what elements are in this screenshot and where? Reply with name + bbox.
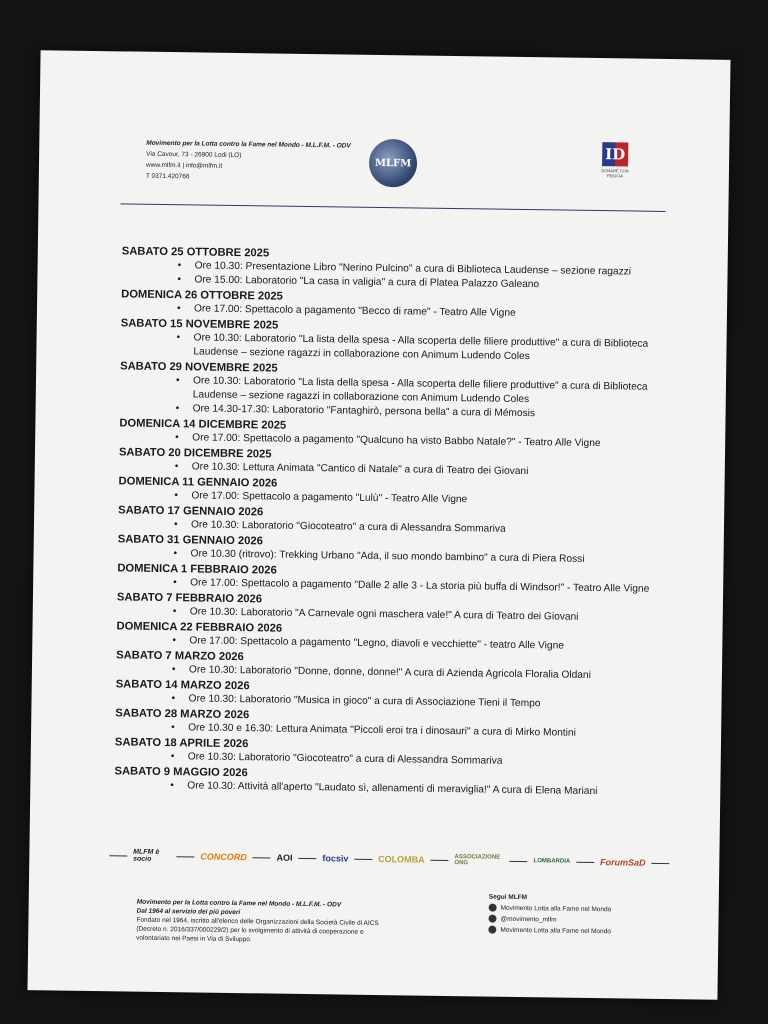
partners-bar [109,843,669,875]
schedule-day [121,244,682,294]
social-instagram-label: @movimento_mlfm [500,915,557,924]
social-youtube-label: Movimento Lotta alla Fame nel Mondo [500,926,611,936]
day-title: SABATO 15 NOVEMBRE 2025 [120,317,279,332]
header-org-info [146,138,351,185]
event-item: • Ore 10.30: Laboratorio "La lista della spesa - Alla scoperta delle filiere produttive" a cura di Biblioteca Laudense – sezione ragazzi in collaborazione con Animum Ludendo Coles [120,330,680,366]
divider-dash [510,860,528,861]
divider-dash [109,855,127,856]
divider-dash [652,862,670,863]
facebook-icon [489,904,497,912]
footer-org-info [136,898,427,947]
header-phone: T 0371.420766 [145,172,190,181]
day-title: DOMENICA 1 FEBBRAIO 2026 [117,562,277,577]
id-logo-caption: DONARE CON FIDUCIA [601,168,629,179]
day-title: SABATO 29 NOVEMBRE 2025 [120,360,278,375]
mlfm-globe-logo [369,139,418,188]
header-web-email: www.mlfm.it | info@mlfm.it [145,161,223,170]
social-facebook-label: Movimento Lotta alla Fame nel Mondo [500,904,612,914]
footer-line-3: volontariato nei Paesi in Via di Sviluppo. [136,934,252,944]
event-item: • Ore 10.30: Laboratorio "Giocoteatro" a cura di Alessandra Sommariva [115,749,675,771]
divider-dash [177,856,195,857]
day-title: SABATO 14 MARZO 2026 [115,678,250,693]
event-item: • Ore 10.30: Laboratorio "Musica in gioco" a cura di Associazione Tieni il Tempo [115,691,675,713]
forumsad-logo: ForumSaD [599,857,646,868]
event-schedule [114,243,682,800]
footer-line-1: Fondato nel 1964, iscritto all'elenco delle Organizzazioni della Società Civile di AICS [136,916,379,928]
day-title: SABATO 18 APRILE 2026 [114,736,249,751]
footer-since: Dal 1964 al servizio dei più poveri [136,907,241,917]
event-item: • Ore 17.00: Spettacolo a pagamento "Lulù" - Teatro Alle Vigne [118,488,678,510]
colomba-logo: COLOMBA [378,854,425,865]
event-item: • Ore 10.30: Laboratorio "Giocoteatro" a cura di Alessandra Sommariva [118,517,678,539]
footer-social [488,892,649,938]
partners-label: MLFM è socio [133,848,160,863]
id-logo-mark: ID [602,142,628,166]
day-title: SABATO 20 DICEMBRE 2025 [118,446,272,461]
day-title: SABATO 25 OTTOBRE 2025 [121,245,270,260]
event-item: • Ore 10.30: Laboratorio "Donne, donne, donne!" A cura di Azienda Agricola Floralia Oldani [116,662,676,684]
footer-org-name: Movimento per la Lotta contro la Fame nel Mondo - M.L.F.M. - ODV [136,898,342,909]
divider-dash [431,859,449,860]
event-item: • Ore 10.30: Lettura Animata "Cantico di Natale" a cura di Teatro dei Giovani [119,459,679,481]
event-list [120,373,681,423]
day-title: SABATO 28 MARZO 2026 [115,707,250,722]
day-title: SABATO 9 MAGGIO 2026 [114,765,248,780]
divider-dash [354,858,372,859]
event-item: • Ore 10.30 e 16.30: Lettura Animata "Piccoli eroi tra i dinosauri" a cura di Mirko Montini [115,720,675,742]
mlfm-logo-text: MLFM [374,157,412,169]
divider-dash [299,857,317,858]
day-title: SABATO 7 FEBBRAIO 2026 [116,591,263,606]
event-item: • Ore 17.00: Spettacolo a pagamento "Qualcuno ha visto Babbo Natale?" - Teatro Alle Vigne [119,430,679,452]
header-org-name: Movimento per la Lotta contro la Fame nel Mondo - M.L.F.M. - ODV [146,139,351,150]
event-item: • Ore 10.30: Laboratorio "La lista della spesa - Alla scoperta delle filiere produttive" a cura di Biblioteca Laudense – sezione ragazzi in collaborazione con Animum Ludendo Coles [120,373,680,409]
social-youtube[interactable] [488,925,648,938]
associazione-ong-logo: ASSOCIAZIONE ONG [454,854,501,867]
event-item: • Ore 17.00: Spettacolo a pagamento "Dalle 2 alle 3 - La storia più buffa di Windsor!" - Teatro Alle Vigne [117,575,677,597]
event-item: • Ore 10.30: Laboratorio "A Carnevale ogni maschera vale!" A cura di Teatro dei Giovani [117,604,677,626]
event-item: • Ore 17.00: Spettacolo a pagamento "Legno, diavoli e vecchiette" - teatro Alle Vigne [116,633,676,655]
flyer-paper [27,50,730,1000]
divider-dash [253,857,271,858]
event-item: • Ore 17.00: Spettacolo a pagamento "Becco di rame" - Teatro Alle Vigne [121,301,681,323]
youtube-icon [488,926,496,934]
event-item: • Ore 10.30: Presentazione Libro "Nerino Pulcino" a cura di Biblioteca Laudense – sezione ragazzi [122,258,682,280]
concord-logo: CONCORD [200,851,247,863]
instagram-icon [488,915,496,923]
schedule-day [120,359,681,423]
lombardia-logo: LOMBARDIA [533,858,571,865]
header-divider [120,203,665,212]
day-title: SABATO 31 GENNAIO 2026 [117,533,263,548]
event-item: • Ore 15.00: Laboratorio "La casa in valigia" a cura di Platea Palazzo Galeano [121,272,681,294]
day-title: DOMENICA 26 OTTOBRE 2025 [121,288,283,303]
event-item: • Ore 10.30: Attività all'aperto "Laudato sì, allenamenti di meraviglia!" A cura di Elena Mariani [114,778,674,800]
istituto-donazione-logo [594,142,636,179]
event-item: • Ore 10.30 (ritrovo): Trekking Urbano "Ada, il suo mondo bambino" a cura di Piera Rossi [117,546,677,568]
day-title: DOMENICA 22 FEBBRAIO 2026 [116,620,283,635]
header-address: Via Cavour, 73 - 26900 Lodi (LO) [146,150,242,160]
day-title: SABATO 17 GENNAIO 2026 [118,504,264,519]
day-title: SABATO 7 MARZO 2026 [116,649,244,664]
footer-line-2: (Decreto n. 2016/337/000229/2) per lo svolgimento di attività di cooperazione e [136,925,364,936]
social-title: Segui MLFM [488,893,528,902]
event-item: • Ore 14.30-17.30: Laboratorio "Fantaghirò, persona bella" a cura di Mémosis [120,401,680,423]
day-title: DOMENICA 14 DICEMBRE 2025 [119,417,287,432]
schedule-day [120,316,681,366]
focsiv-logo: focsiv [322,853,349,864]
divider-dash [576,861,594,862]
aoi-logo: AOI [276,852,293,863]
day-title: DOMENICA 11 GENNAIO 2026 [118,475,278,490]
